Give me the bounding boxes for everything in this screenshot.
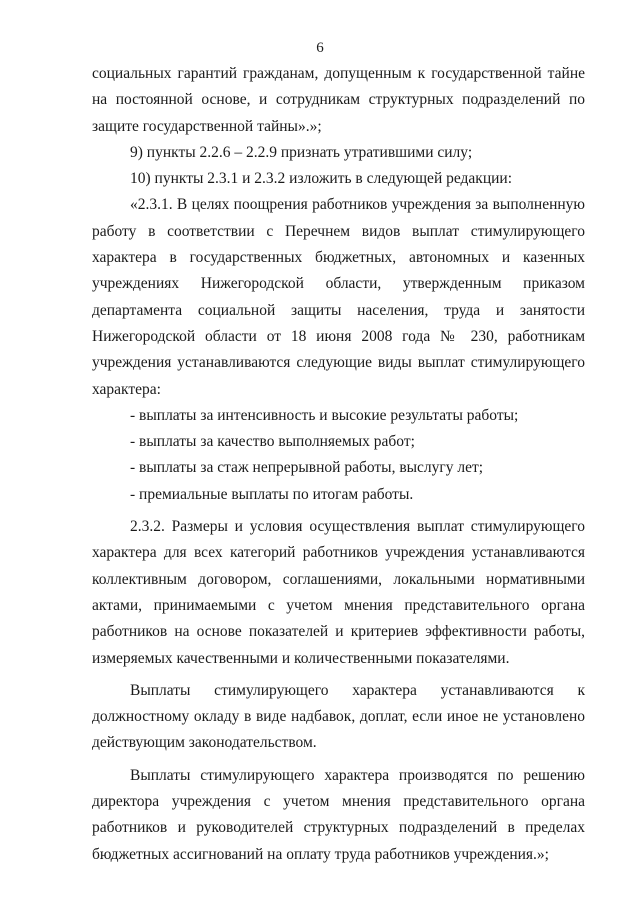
paragraph-continuation: социальных гарантий гражданам, допущенным к государственной тайне на постоянной основе, и сотрудникам структурных подразделений по защите государственной тайны».»; [92,65,585,135]
list-item-bonus: - премиальные выплаты по итогам работы. [130,485,414,503]
paragraph-payments-establishment: Выплаты стимулирующего характера устанавливаются к должностному окладу в виде надбавок, доплат, если иное не установлено действующим законодательством. [92,681,585,752]
document-body [92,61,585,868]
page-number: 6 [316,40,324,56]
paragraph-item-10: 10) пункты 2.3.1 и 2.3.2 изложить в следующей редакции: [130,170,513,188]
list-item-intensity: - выплаты за интенсивность и высокие результаты работы; [130,406,519,424]
paragraph-payments-decision: Выплаты стимулирующего характера производятся по решению директора учреждения с учетом мнения представительного органа работников и руководителей структурных подразделений в пределах бюджетных ассигнований на оплату труда работников учреждения.»; [92,766,585,863]
paragraph-2-3-1: «2.3.1. В целях поощрения работников учреждения за выполненную работу в соответствии с Перечнем видов выплат стимулирующего характера в государственных бюджетных, автономных и казенных учреждениях Нижегородской области, утвержденным приказом департамента социальной защиты населения, труда и занятости Нижегородской области от 18 июня 2008 года № 230, работникам учреждения устанавливаются следующие виды выплат стимулирующего характера: [92,196,585,398]
paragraph-2-3-2: 2.3.2. Размеры и условия осуществления выплат стимулирующего характера для всех категорий работников учреждения устанавливаются коллективным договором, соглашениями, локальными нормативными актами, принимаемыми с учетом мнения представительного органа работников на основе показателей и критериев эффективности работы, измеряемых качественными и количественными показателями. [92,518,585,667]
paragraph-item-9: 9) пункты 2.2.6 – 2.2.9 признать утратившими силу; [130,143,473,161]
list-item-seniority: - выплаты за стаж непрерывной работы, выслугу лет; [130,459,484,477]
list-item-quality: - выплаты за качество выполняемых работ; [130,433,415,451]
